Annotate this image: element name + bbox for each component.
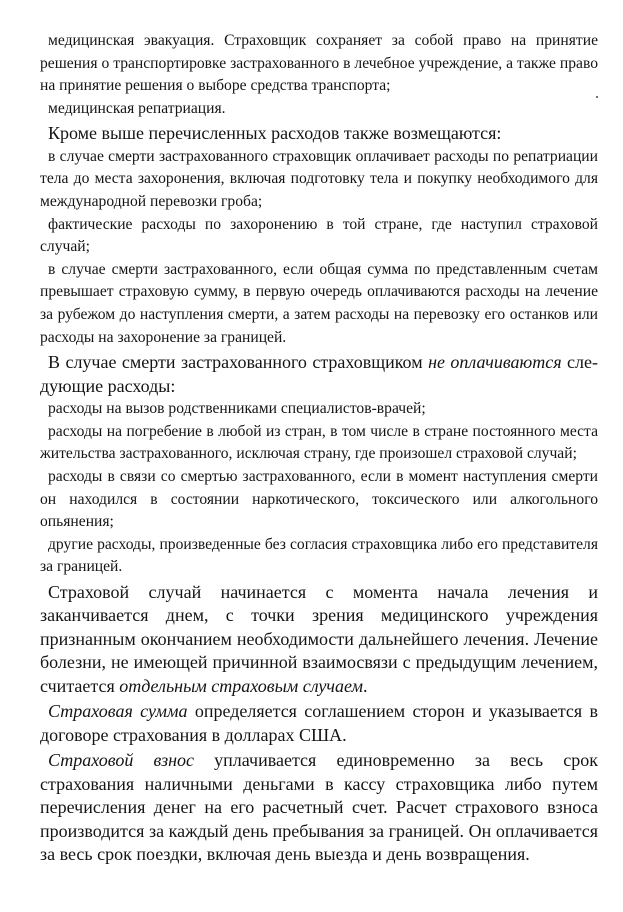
text-run: медицинская репатриация. bbox=[48, 99, 226, 117]
paragraph bbox=[40, 122, 598, 146]
italic-term: Страховая сумма bbox=[48, 701, 188, 722]
text-run: В случае смерти застрахованного страховщиком bbox=[48, 352, 429, 373]
text-run: расходы на погребение в любой из стран, в том числе в стране постоянного места жительства застрахованного, исключая страну, где произошел страховой случай; bbox=[40, 422, 598, 463]
paragraph bbox=[40, 98, 598, 121]
paragraph bbox=[40, 259, 598, 349]
paragraph bbox=[40, 466, 598, 534]
paragraph bbox=[40, 700, 598, 747]
paragraph bbox=[40, 534, 598, 579]
paragraph bbox=[40, 351, 598, 398]
paragraph bbox=[40, 749, 598, 867]
italic-term: отдельным страховым случаем bbox=[119, 675, 363, 696]
text-run: уплачивается единовременно за весь срок страхования наличными деньгами в кассу страховщика либо путем перечисления денег на его расчетный счет. Расчет страхового взноса производится за каждый день пребывания за границей. Он оплачивается за весь срок поездки, включая день выезда и день возвращения. bbox=[40, 750, 598, 865]
document-body bbox=[40, 30, 598, 867]
text-run: медицинская эвакуация. Страховщик сохраняет за собой право на принятие решения о транспортировке застрахованного в лечебное учреждение, а также право на принятие решения о выборе средства транспорта; bbox=[40, 32, 598, 95]
paragraph bbox=[40, 214, 598, 259]
paragraph bbox=[40, 421, 598, 466]
text-run: Страховой случай начинается с момента начала лечения и заканчивается днем, с точки зрения медицинского учреждения признанным окончанием необходимости дальнейшего лечения. Лечение болезни, не имеющей причинной взаимосвязи с предыдущим лечением, считается bbox=[40, 581, 598, 696]
text-run: расходы на вызов родственниками специалистов-врачей; bbox=[48, 400, 426, 418]
text-run: в случае смерти застрахованного страховщик оплачивает расходы по репатриации тела до места захоронения, включая подготовку тела и покупку необходимого для международной перевозки гроба; bbox=[40, 147, 598, 211]
paragraph bbox=[40, 398, 598, 421]
speck bbox=[596, 96, 598, 98]
italic-term: Страховой взнос bbox=[48, 750, 195, 771]
text-run: фактические расходы по захоронению в той стране, где наступил страховой случай; bbox=[40, 215, 598, 256]
paragraph bbox=[40, 581, 598, 699]
italic-term: не оплачиваются bbox=[428, 352, 562, 373]
text-run: определяется соглашением сторон и указывается в договоре страхования в долларах США. bbox=[40, 701, 598, 745]
text-run: следующие расходы: bbox=[40, 352, 599, 396]
paragraph bbox=[40, 146, 598, 214]
text-run: расходы в связи со смертью застрахованного, если в момент наступления смерти он находился в состоянии наркотического, токсического или алкогольного опьянения; bbox=[40, 468, 598, 531]
paragraph bbox=[40, 30, 598, 98]
text-run: . bbox=[362, 675, 368, 696]
text-run: Кроме выше перечисленных расходов также возмещаются: bbox=[48, 123, 502, 144]
text-run: в случае смерти застрахованного, если общая сумма по представленным счетам превышает страховую сумму, в первую очередь оплачиваются расходы на лечение за рубежом до наступления смерти, а затем расходы на перевозку его останков или расходы на захоронение за границей. bbox=[40, 260, 598, 346]
text-run: другие расходы, произведенные без согласия страховщика либо его представителя за границей. bbox=[40, 535, 598, 576]
